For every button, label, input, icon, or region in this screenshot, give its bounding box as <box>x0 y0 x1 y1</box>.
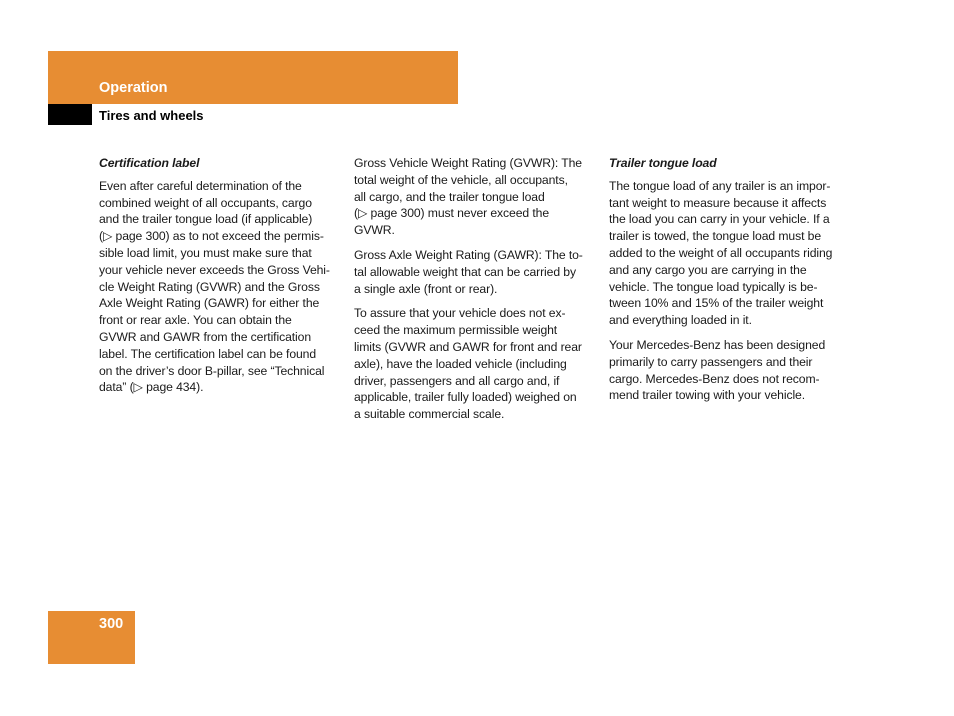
page-number: 300 <box>99 616 124 632</box>
section-marker-tab <box>48 104 92 125</box>
body-paragraph <box>354 247 594 297</box>
section-title: Operation <box>99 80 168 96</box>
text-line: your vehicle never exceeds the Gross Vehi- <box>99 262 330 277</box>
text-line: Your Mercedes-Benz has been designed <box>609 337 826 352</box>
body-paragraph <box>609 178 849 329</box>
text-line: driver, passengers and all cargo and, if <box>354 373 560 388</box>
text-line: vehicle. The tongue load typically is be- <box>609 279 818 294</box>
text-line: Gross Vehicle Weight Rating (GVWR): The <box>354 156 582 170</box>
text-line: The tongue load of any trailer is an impor- <box>609 178 831 193</box>
text-line: applicable, trailer fully loaded) weighed on <box>354 390 577 405</box>
text-column-3 <box>609 155 849 412</box>
body-paragraph <box>609 337 849 404</box>
text-line: and everything loaded in it. <box>609 313 752 328</box>
column-heading: Certification label <box>99 156 200 170</box>
text-line: and the trailer tongue load (if applicable) <box>99 212 313 227</box>
text-line: on the driver’s door B-pillar, see “Technical <box>99 363 325 378</box>
text-line: ceed the maximum permissible weight <box>354 323 558 338</box>
text-line: (▷ page 300) must never exceed the <box>354 206 549 221</box>
text-column-2 <box>354 155 594 431</box>
text-line: combined weight of all occupants, cargo <box>99 195 312 210</box>
text-line: axle), have the loaded vehicle (including <box>354 356 567 371</box>
text-line: (▷ page 300) as to not exceed the permis- <box>99 229 324 244</box>
text-line: a single axle (front or rear). <box>354 281 498 296</box>
text-line: front or rear axle. You can obtain the <box>99 313 292 328</box>
text-column-1 <box>99 155 339 404</box>
text-line: primarily to carry passengers and their <box>609 354 813 369</box>
text-line: tween 10% and 15% of the trailer weight <box>609 296 824 311</box>
body-paragraph <box>99 178 339 396</box>
text-line: the load you can carry in your vehicle. If a <box>609 212 830 227</box>
text-line: total weight of the vehicle, all occupants, <box>354 172 568 187</box>
text-line: Axle Weight Rating (GAWR) for either the <box>99 296 320 311</box>
text-line: Even after careful determination of the <box>99 178 302 193</box>
text-line: added to the weight of all occupants riding <box>609 245 833 260</box>
text-line: GVWR. <box>354 223 395 238</box>
subsection-title: Tires and wheels <box>99 108 204 123</box>
text-line: a suitable commercial scale. <box>354 407 505 422</box>
text-line: limits (GVWR and GAWR for front and rear <box>354 339 582 354</box>
text-line: GVWR and GAWR from the certification <box>99 329 311 344</box>
text-line: and any cargo you are carrying in the <box>609 262 807 277</box>
text-line: To assure that your vehicle does not ex- <box>354 306 566 321</box>
text-line: cle Weight Rating (GVWR) and the Gross <box>99 279 320 294</box>
text-line: cargo. Mercedes-Benz does not recom- <box>609 371 820 386</box>
text-line: tal allowable weight that can be carried by <box>354 264 576 279</box>
text-line: Gross Axle Weight Rating (GAWR): The to- <box>354 247 583 262</box>
text-line: sible load limit, you must make sure that <box>99 245 312 260</box>
column-heading: Trailer tongue load <box>609 156 717 170</box>
body-paragraph <box>354 305 594 423</box>
text-line: trailer is towed, the tongue load must be <box>609 229 822 244</box>
text-line: data” (▷ page 434). <box>99 380 204 395</box>
text-line: mend trailer towing with your vehicle. <box>609 388 806 403</box>
text-line: label. The certification label can be found <box>99 346 317 361</box>
text-line: tant weight to measure because it affects <box>609 195 827 210</box>
text-line: all cargo, and the trailer tongue load <box>354 189 545 204</box>
body-paragraph <box>354 155 594 239</box>
